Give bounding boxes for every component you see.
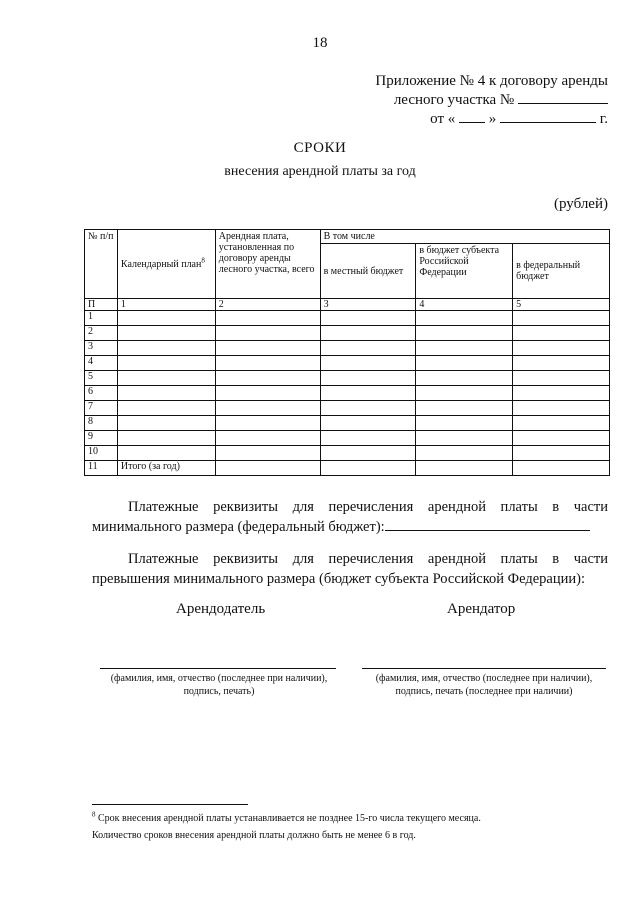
row-number: 10 <box>85 446 118 461</box>
header-plan-text: Календарный план <box>120 258 202 270</box>
row-plan <box>117 356 215 371</box>
row-amount-cell[interactable] <box>320 461 416 476</box>
row-number: 9 <box>85 431 118 446</box>
document-subtitle: внесения арендной платы за год <box>224 164 416 179</box>
row-amount-cell[interactable] <box>416 356 513 371</box>
table-row <box>85 311 610 326</box>
row-amount-cell[interactable] <box>215 431 320 446</box>
row-amount-cell[interactable] <box>416 461 513 476</box>
row-amount-cell[interactable] <box>215 386 320 401</box>
date-month-blank[interactable] <box>500 110 596 123</box>
appendix-line-2 <box>375 91 608 110</box>
table-row <box>85 401 610 416</box>
date-day-blank[interactable] <box>459 110 485 123</box>
row-amount-cell[interactable] <box>416 431 513 446</box>
footnote-mark: 8 <box>92 810 96 819</box>
lessee-signature-note: (фамилия, имя, отчество (последнее при наличии), подпись, печать (последнее при наличии) <box>375 673 593 697</box>
requisites-subject <box>92 549 608 589</box>
row-number: 2 <box>85 326 118 341</box>
row-amount-cell[interactable] <box>513 401 610 416</box>
row-amount-cell[interactable] <box>320 416 416 431</box>
row-amount-cell[interactable] <box>215 446 320 461</box>
table-row <box>85 386 610 401</box>
row-number: 5 <box>85 371 118 386</box>
row-amount-cell[interactable] <box>416 311 513 326</box>
row-plan <box>117 401 215 416</box>
lessor-signature-line[interactable] <box>100 668 336 669</box>
row-amount-cell[interactable] <box>320 326 416 341</box>
row-number: 1 <box>85 311 118 326</box>
table-row <box>85 416 610 431</box>
requisites-subject-text: Платежные реквизиты для перечисления арендной платы в части превышения минимального размера (бюджет субъекта Российской Федерации): <box>92 551 608 587</box>
row-plan <box>117 416 215 431</box>
index-cell: П <box>85 299 118 311</box>
date-open-quote: от « <box>430 111 456 127</box>
footnote-line-1 <box>92 812 612 825</box>
table-row <box>85 431 610 446</box>
row-plan <box>117 386 215 401</box>
lessee-label: Арендатор <box>447 601 516 617</box>
row-number: 4 <box>85 356 118 371</box>
lessor-signature-note: (фамилия, имя, отчество (последнее при наличии), подпись, печать) <box>110 673 328 697</box>
row-plan <box>117 341 215 356</box>
row-amount-cell[interactable] <box>320 356 416 371</box>
row-amount-cell[interactable] <box>320 386 416 401</box>
table-row <box>85 461 610 476</box>
row-amount-cell[interactable] <box>513 356 610 371</box>
row-amount-cell[interactable] <box>215 341 320 356</box>
row-plan: Итого (за год) <box>117 461 215 476</box>
row-amount-cell[interactable] <box>416 416 513 431</box>
row-amount-cell[interactable] <box>513 386 610 401</box>
row-amount-cell[interactable] <box>215 461 320 476</box>
row-amount-cell[interactable] <box>513 431 610 446</box>
row-amount-cell[interactable] <box>416 386 513 401</box>
appendix-line-1: Приложение № 4 к договору аренды <box>375 73 608 89</box>
row-plan <box>117 311 215 326</box>
row-number: 6 <box>85 386 118 401</box>
date-year-suffix: г. <box>599 111 608 127</box>
row-plan <box>117 371 215 386</box>
row-amount-cell[interactable] <box>513 311 610 326</box>
units-label: (рублей) <box>553 196 608 212</box>
header-total: Арендная плата, установленная по договору аренды лесного участка, всего <box>215 230 320 299</box>
row-amount-cell[interactable] <box>320 401 416 416</box>
table-body <box>85 311 610 476</box>
row-number: 3 <box>85 341 118 356</box>
index-cell: 2 <box>215 299 320 311</box>
header-including: В том числе <box>320 230 609 244</box>
table-row <box>85 371 610 386</box>
payment-schedule-table <box>84 229 610 476</box>
requisites-federal <box>92 497 608 537</box>
header-local: в местный бюджет <box>320 244 416 299</box>
row-amount-cell[interactable] <box>215 356 320 371</box>
row-plan <box>117 431 215 446</box>
row-plan <box>117 326 215 341</box>
row-amount-cell[interactable] <box>513 461 610 476</box>
header-plan <box>117 230 215 299</box>
table-row <box>85 356 610 371</box>
header-subject: в бюджет субъекта Российской Федерации <box>416 244 513 299</box>
index-cell: 5 <box>513 299 610 311</box>
row-amount-cell[interactable] <box>416 401 513 416</box>
table-row <box>85 446 610 461</box>
row-amount-cell[interactable] <box>320 446 416 461</box>
row-number: 11 <box>85 461 118 476</box>
table-row <box>85 326 610 341</box>
row-amount-cell[interactable] <box>513 326 610 341</box>
row-amount-cell[interactable] <box>215 416 320 431</box>
footnote-text-1: Срок внесения арендной платы устанавливается не позднее 15-го числа текущего месяца. <box>98 813 481 824</box>
row-plan <box>117 446 215 461</box>
document-title: СРОКИ <box>293 140 347 156</box>
contract-number-blank[interactable] <box>518 91 608 104</box>
index-cell: 1 <box>117 299 215 311</box>
row-amount-cell[interactable] <box>416 341 513 356</box>
header-plan-footnote-mark: 8 <box>201 256 205 265</box>
row-amount-cell[interactable] <box>215 311 320 326</box>
row-amount-cell[interactable] <box>513 416 610 431</box>
appendix-header <box>375 72 608 129</box>
row-amount-cell[interactable] <box>416 326 513 341</box>
column-index-row <box>85 299 610 311</box>
index-cell: 4 <box>416 299 513 311</box>
row-amount-cell[interactable] <box>320 371 416 386</box>
row-amount-cell[interactable] <box>416 371 513 386</box>
appendix-line-2-text: лесного участка № <box>393 92 515 108</box>
row-amount-cell[interactable] <box>215 326 320 341</box>
footnote-divider <box>92 804 248 805</box>
table-row <box>85 341 610 356</box>
date-close-quote: » <box>488 111 497 127</box>
lessee-signature-line[interactable] <box>362 668 606 669</box>
appendix-line-3 <box>375 110 608 129</box>
row-amount-cell[interactable] <box>215 371 320 386</box>
header-num: № п/п <box>85 230 118 299</box>
row-amount-cell[interactable] <box>320 431 416 446</box>
row-number: 7 <box>85 401 118 416</box>
lessor-label: Арендодатель <box>176 601 266 617</box>
row-amount-cell[interactable] <box>320 311 416 326</box>
row-amount-cell[interactable] <box>513 371 610 386</box>
row-amount-cell[interactable] <box>320 341 416 356</box>
row-amount-cell[interactable] <box>215 401 320 416</box>
row-amount-cell[interactable] <box>416 446 513 461</box>
requisites-federal-text: Платежные реквизиты для перечисления арендной платы в части минимального размера (федеральный бюджет): <box>92 499 608 535</box>
header-federal: в федеральный бюджет <box>513 244 610 299</box>
row-amount-cell[interactable] <box>513 446 610 461</box>
page-number: 18 <box>312 35 328 51</box>
row-number: 8 <box>85 416 118 431</box>
row-amount-cell[interactable] <box>513 341 610 356</box>
requisites-federal-blank[interactable] <box>385 519 590 531</box>
index-cell: 3 <box>320 299 416 311</box>
footnote-line-2: Количество сроков внесения арендной платы должно быть не менее 6 в год. <box>92 830 416 841</box>
